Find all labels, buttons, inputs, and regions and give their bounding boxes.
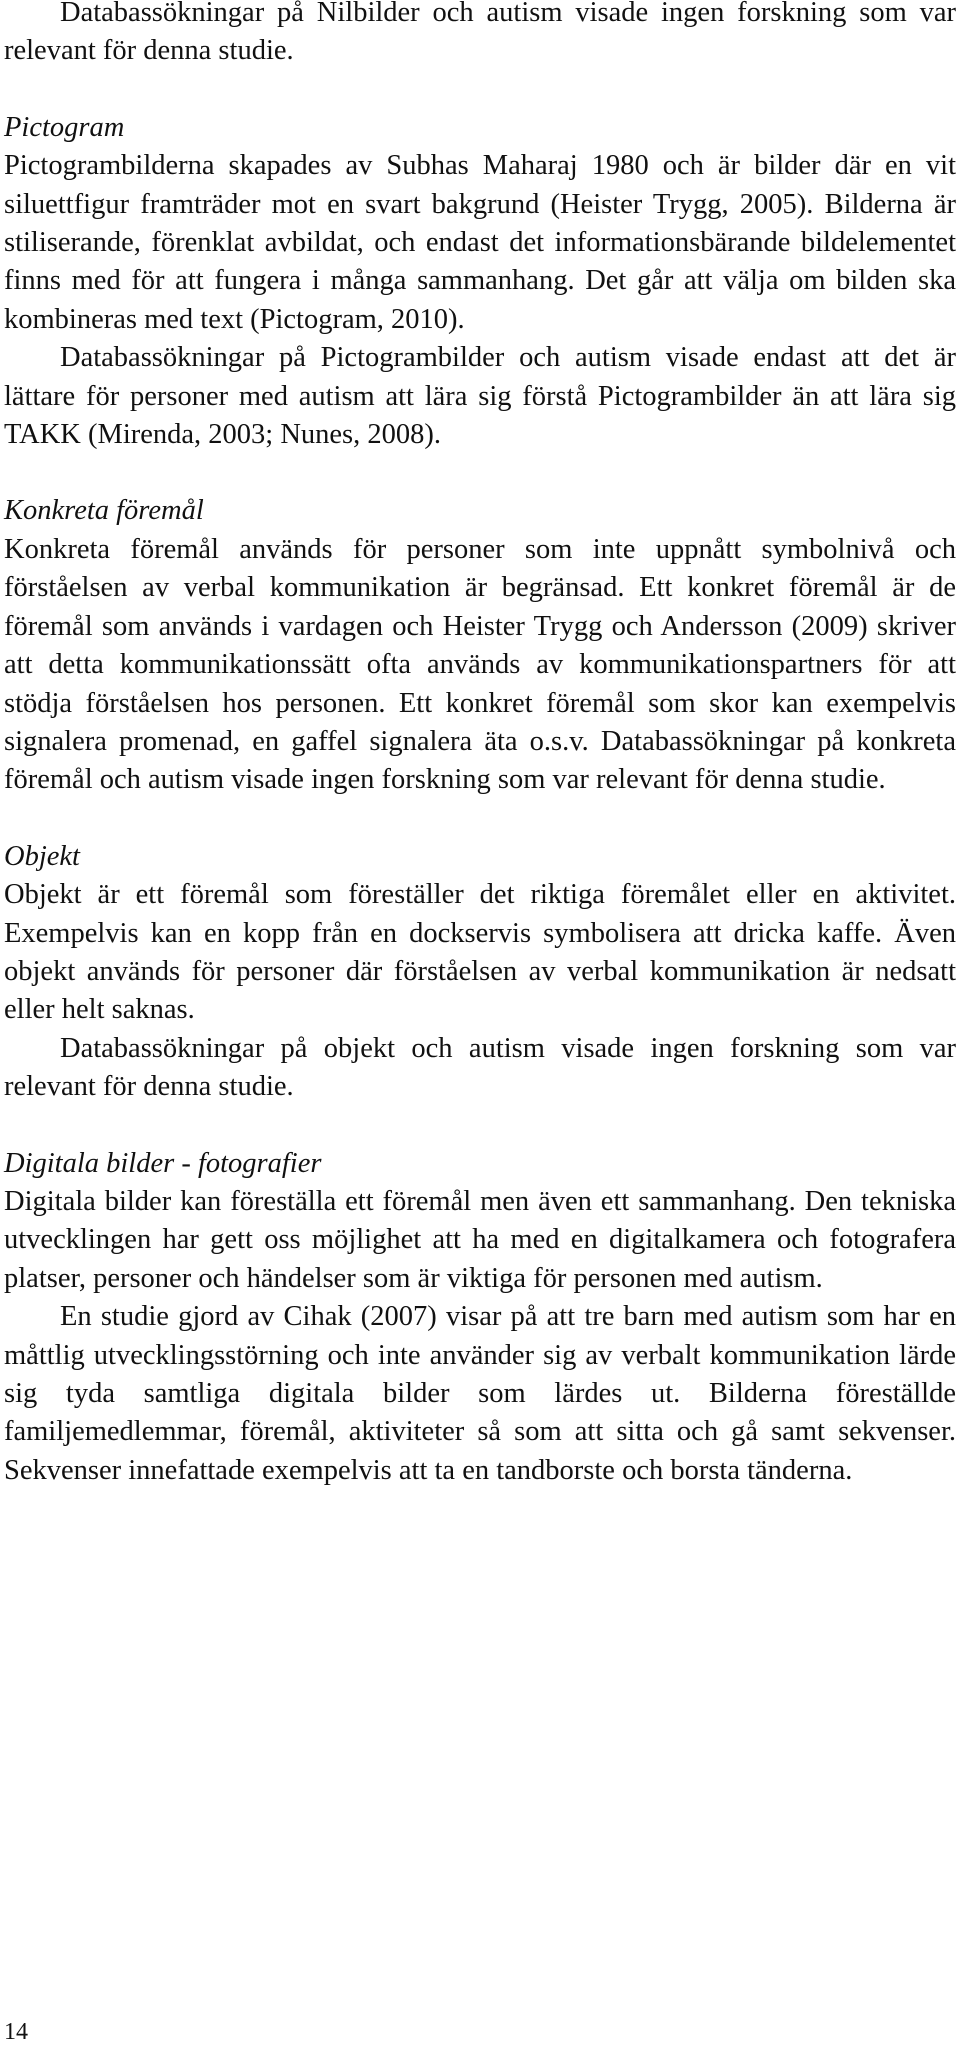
- section-gap: [4, 454, 956, 492]
- section-gap: [4, 71, 956, 109]
- objekt-paragraph-1: Objekt är ett föremål som föreställer det riktiga föremålet eller en aktivitet. Exempelvis kan en kopp från en dockservis symbolisera att dricka kaffe. Även objekt används för personer där förståelsen av verbal kommunikation är nedsatt eller helt saknas.: [4, 879, 956, 1026]
- intro-paragraph: Databassökningar på Nilbilder och autism visade ingen forskning som var relevant för denna studie.: [4, 0, 956, 67]
- digitala-paragraph-2: En studie gjord av Cihak (2007) visar på att tre barn med autism som har en måttlig utvecklingsstörning och inte använder sig av verbalt kommunikation lärde sig tyda samtliga digitala bilder som lärdes ut. Bilderna föreställde familjemedlemmar, föremål, aktiviteter så som att sitta och gå samt sekvenser. Sekvenser innefattade exempelvis att ta en tandborste och borsta tänderna.: [4, 1301, 956, 1486]
- heading-objekt: Objekt: [4, 840, 80, 872]
- page-content: [4, 0, 956, 1490]
- pictogram-paragraph-1: Pictogrambilderna skapades av Subhas Maharaj 1980 och är bilder där en vit siluettfigur framträder mot en svart bakgrund (Heister Trygg, 2005). Bilderna är stiliserande, förenklat avbildat, och endast det informationsbärande bildelementet finns med för att fungera i många sammanhang. Det går att välja om bilden ska kombineras med text (Pictogram, 2010).: [4, 150, 956, 335]
- objekt-paragraph-2: Databassökningar på objekt och autism visade ingen forskning som var relevant för denna studie.: [4, 1032, 956, 1103]
- section-gap: [4, 1107, 956, 1145]
- konkreta-paragraph-1: Konkreta föremål används för personer som inte uppnått symbolnivå och förståelsen av verbal kommunikation är begränsad. Ett konkret föremål är de föremål som används i vardagen och Heister Trygg och Andersson (2009) skriver att detta kommunikationssätt ofta används av kommunikationspartners för att stödja förståelsen hos personen. Ett konkret föremål som skor kan exempelvis signalera promenad, en gaffel signalera äta o.s.v. Databassökningar på konkreta föremål och autism visade ingen forskning som var relevant för denna studie.: [4, 533, 956, 796]
- heading-pictogram: Pictogram: [4, 111, 125, 143]
- page-number: 14: [4, 2019, 28, 2045]
- digitala-paragraph-1: Digitala bilder kan föreställa ett föremål men även ett sammanhang. Den tekniska utvecklingen har gett oss möjlighet att ha med en digitalkamera och fotografera platser, personer och händelser som är viktiga för personen med autism.: [4, 1185, 956, 1294]
- pictogram-paragraph-2: Databassökningar på Pictogrambilder och autism visade endast att det är lättare för personer med autism att lära sig förstå Pictogrambilder än att lära sig TAKK (Mirenda, 2003; Nunes, 2008).: [4, 342, 956, 451]
- heading-digitala-bilder: Digitala bilder - fotografier: [4, 1147, 322, 1179]
- section-gap: [4, 800, 956, 838]
- heading-konkreta-foremal: Konkreta föremål: [4, 495, 204, 527]
